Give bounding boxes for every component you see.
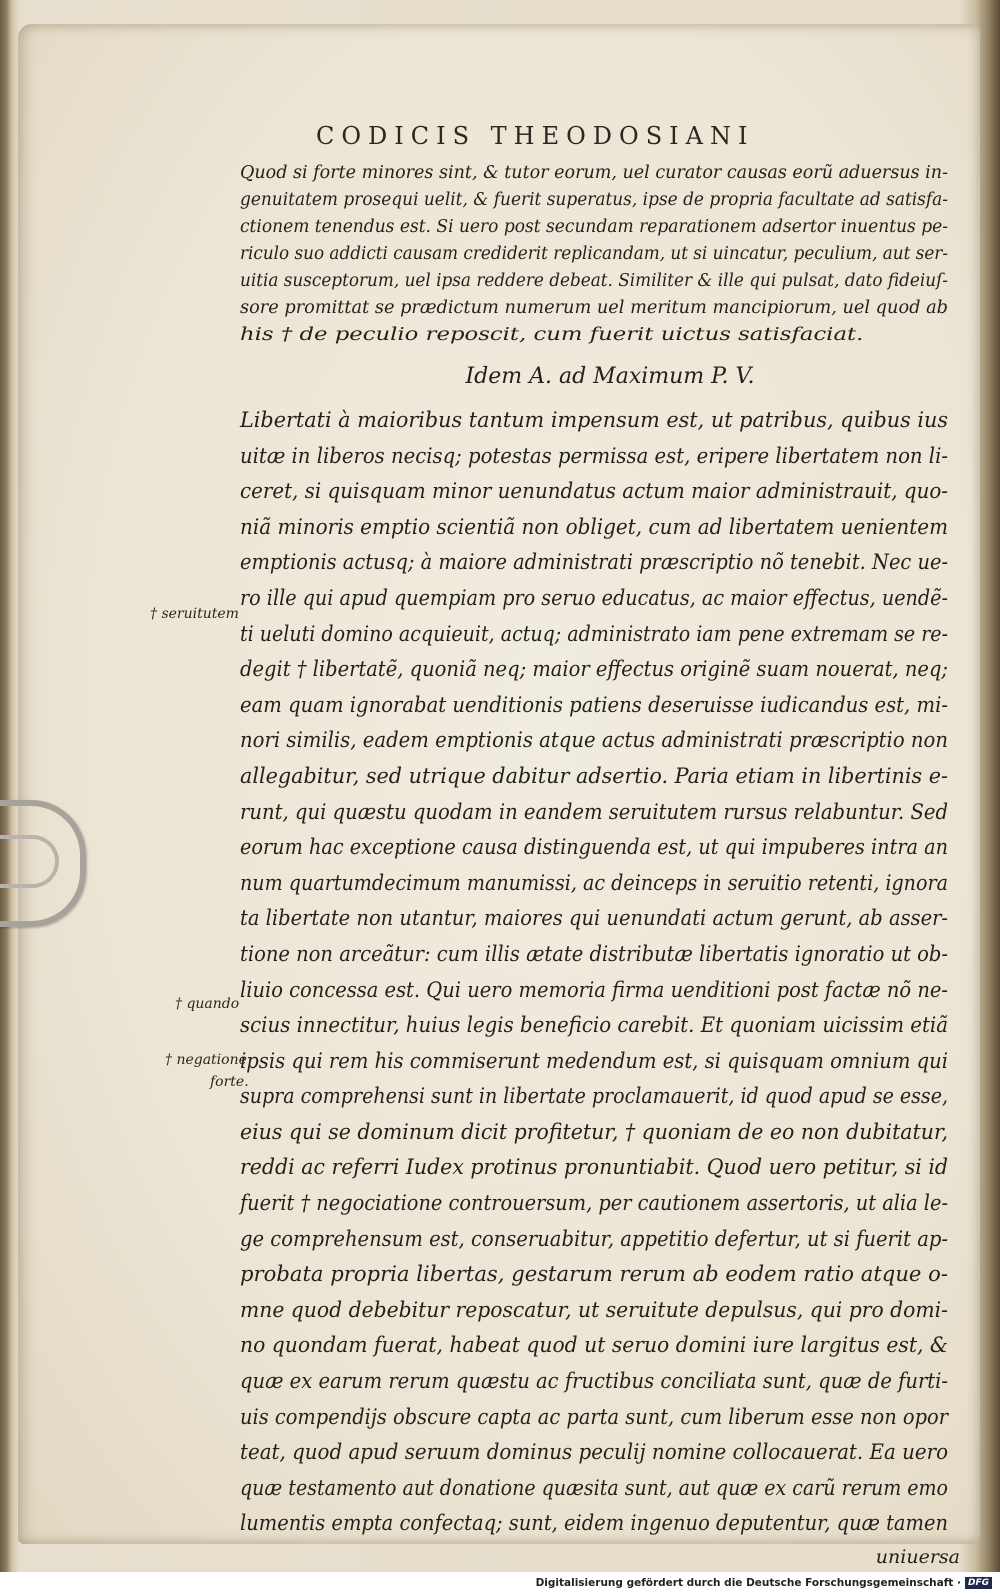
paragraph2-line: degit † libertatẽ, quoniã neq; maior effectus originẽ suam nouerat, neq; [240, 657, 948, 683]
paragraph2-line: fuerit † negociatione controuersum, per cautionem assertoris, ut alia le- [240, 1191, 948, 1217]
margin-note-quando: † quando [175, 996, 240, 1012]
paragraph2-line: ta libertate non utantur, maiores qui uenundati actum gerunt, ab asser- [240, 906, 948, 932]
margin-note-seruitutem: † seruitutem [150, 606, 239, 622]
paragraph2-line: quæ testamento aut donatione quæsita sunt, aut quæ ex carũ rerum emo [240, 1475, 948, 1501]
running-head: CODICIS THEODOSIANI [316, 122, 755, 150]
paragraph2-line: probata propria libertas, gestarum rerum ab eodem ratio atque o- [240, 1262, 948, 1288]
paragraph2-line: eius qui se dominum dicit profitetur, † quoniam de eo non dubitatur, [240, 1119, 948, 1145]
paragraph1-line: riculo suo addicti causam crediderit replicandam, ut si uincatur, peculium, aut ser- [240, 244, 948, 264]
paragraph2-line: ge comprehensum est, conseruabitur, appetitio defertur, ut si fuerit ap- [240, 1226, 948, 1252]
paragraph2-line: lumentis empta confectaq; sunt, eidem ingenuo deputentur, quæ tamen [240, 1511, 948, 1537]
paragraph2-line: ipsis qui rem his commiserunt medendum est, si quisquam omnium qui [240, 1048, 948, 1074]
paragraph2-line: allegabitur, sed utrique dabitur adsertio. Paria etiam in libertinis e- [240, 763, 948, 789]
paragraph2-line: eorum hac exceptione causa distinguenda est, ut qui impuberes intra an [240, 835, 948, 861]
paragraph1-line: his † de peculio reposcit, cum fuerit uictus satisfaciat. [240, 325, 864, 345]
paper-clip-inner-loop [0, 835, 59, 888]
main-text-block [240, 160, 960, 1572]
catchword: uniuersa [875, 1546, 960, 1568]
dfg-logo: DFG [965, 1577, 992, 1589]
paragraph2-line: reddi ac referri Iudex protinus pronuntiabit. Quod uero petitur, si id [240, 1155, 948, 1181]
paragraph1-line: genuitatem prosequi uelit, & fuerit superatus, ipse de propria facultate ad satisfa- [240, 190, 948, 210]
paragraph2-line: no quondam fuerat, habeat quod ut seruo domini iure largitus est, & [240, 1333, 948, 1359]
digitization-footer [0, 1572, 1000, 1594]
second-paragraph [240, 403, 960, 1542]
paragraph2-line: nori similis, eadem emptionis atque actus administrati præscriptio non [240, 728, 948, 754]
section-heading: Idem A. ad Maximum P. V. [465, 364, 755, 389]
paragraph1-line: sore promittat se prædictum numerum uel meritum mancipiorum, uel quod ab [240, 298, 948, 318]
paragraph2-line: mne quod debebitur reposcatur, ut seruitute depulsus, qui pro domi- [240, 1297, 948, 1323]
footer-credit-text: Digitalisierung gefördert durch die Deutsche Forschungsgemeinschaft · [535, 1577, 961, 1589]
paragraph2-line: supra comprehensi sunt in libertate proclamauerit, id quod apud se esse, [240, 1084, 948, 1110]
paragraph2-line: ti ueluti domino acquieuit, actuq; administrato iam pene extremam se re- [240, 621, 948, 647]
paragraph2-line: scius innectitur, huius legis beneficio carebit. Et quoniam uicissim etiã [240, 1013, 948, 1039]
paragraph2-line: ceret, si quisquam minor uenundatus actum maior administrauit, quo- [240, 479, 948, 505]
paragraph2-line: emptionis actusq; à maiore administrati præscriptio nõ tenebit. Nec ue- [240, 550, 948, 576]
paragraph2-line: uis compendijs obscure capta ac parta sunt, cum liberum esse non opor [240, 1404, 948, 1430]
paragraph2-line: num quartumdecimum manumissi, ac deinceps in seruitio retenti, ignora [240, 870, 948, 896]
paragraph1-line: ctionem tenendus est. Si uero post secundam reparationem adsertor inuentus pe- [240, 217, 948, 237]
paragraph2-line: quæ ex earum rerum quæstu ac fructibus conciliata sunt, quæ de furti- [240, 1369, 948, 1395]
paragraph2-line: eam quam ignorabat uenditionis patiens deseruisse iudicandus est, mi- [240, 692, 948, 718]
paragraph2-line: liuio concessa est. Qui uero memoria firma uenditioni post factæ nõ ne- [240, 977, 948, 1003]
paragraph2-line: teat, quod apud seruum dominus peculij nomine collocauerat. Ea uero [240, 1440, 948, 1466]
paragraph2-line: Libertati à maioribus tantum impensum est, ut patribus, quibus ius [240, 408, 948, 433]
paragraph2-line: niã minoris emptio scientiã non obliget, cum ad libertatem uenientem [240, 514, 948, 540]
paragraph1-line: Quod si forte minores sint, & tutor eorum, uel curator causas eorũ aduersus in- [240, 163, 948, 183]
margin-note-negatione: † negatione [165, 1052, 247, 1068]
margin-note-forte: forte. [210, 1074, 249, 1090]
first-paragraph [240, 160, 960, 349]
paragraph2-line: tione non arceãtur: cum illis ætate distributæ libertatis ignoratio ut ob- [240, 941, 948, 967]
paragraph2-line: uitæ in liberos necisq; potestas permissa est, eripere libertatem non li- [240, 443, 948, 469]
paragraph2-line: ro ille qui apud quempiam pro seruo educatus, ac maior effectus, uendẽ- [240, 585, 948, 611]
paragraph1-line: uitia susceptorum, uel ipsa reddere debeat. Similiter & ille qui pulsat, dato fideiuſ- [240, 271, 948, 291]
paragraph2-line: runt, qui quæstu quodam in eandem seruitutem rursus relabuntur. Sed [240, 799, 948, 825]
